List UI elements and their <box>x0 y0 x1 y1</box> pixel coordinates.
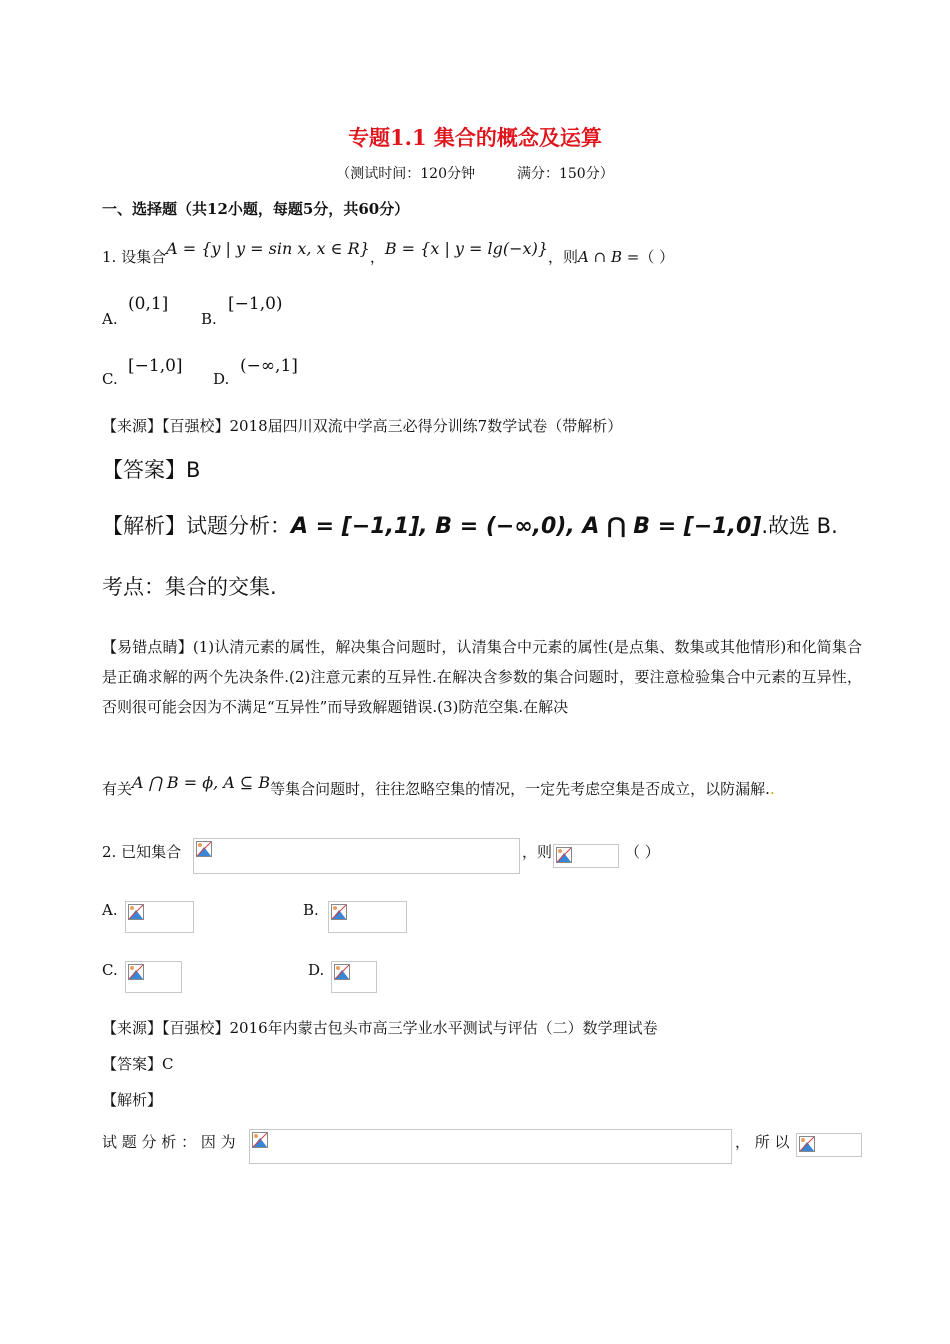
q2-option-a-image <box>125 901 194 933</box>
q1-set-b: B = {x | y = lg(−x)} <box>384 239 548 258</box>
q1-tip-dot: . <box>769 780 775 798</box>
q1-option-a-value: (0,1] <box>128 294 169 314</box>
broken-image-icon <box>331 904 347 920</box>
broken-image-icon <box>799 1136 815 1152</box>
broken-image-icon <box>196 841 212 857</box>
page-title: 专题1.1 集合的概念及运算 <box>348 125 602 150</box>
q1-expr: A ∩ B = <box>578 248 640 266</box>
q2-option-b-image <box>328 901 407 933</box>
q1-analysis-end: .故选 B. <box>761 514 838 538</box>
q1-then: ，则 <box>548 248 579 266</box>
broken-image-icon <box>128 904 144 920</box>
q1-option-b-label: B. <box>201 310 217 328</box>
q1-option-b-value: [−1,0) <box>228 294 283 314</box>
q1-tip-prefix: 有关 <box>102 780 133 798</box>
q2-answer: 【答案】C <box>102 1055 174 1073</box>
q1-set-a: A = {y | y = sin x, x ∈ R} <box>166 239 370 258</box>
q2-analysis-so: ， 所 以 <box>735 1133 790 1151</box>
q1-analysis-math: A = [−1,1], B = (−∞,0), A ⋂ B = [−1,0] <box>291 514 762 539</box>
q1-tip-suffix: 等集合问题时，往往忽略空集的情况，一定先考虑空集是否成立，以防漏解. <box>270 780 770 798</box>
q1-tip-line4 <box>102 773 775 799</box>
q2-prefix: 2. 已知集合 <box>102 843 182 861</box>
q1-analysis <box>102 510 838 540</box>
q1-prefix: 1. 设集合 <box>102 248 167 266</box>
q2-option-d-label: D. <box>308 961 325 979</box>
q2-analysis-label: 【解析】 <box>102 1091 163 1109</box>
broken-image-because <box>249 1129 732 1164</box>
q2-then: ，则 <box>522 843 553 861</box>
q1-stem <box>102 239 675 267</box>
q1-analysis-label: 【解析】试题分析： <box>102 514 291 538</box>
q1-paren: （ ） <box>639 248 675 266</box>
q1-option-c-label: C. <box>102 370 118 388</box>
q1-option-d-label: D. <box>213 370 230 388</box>
q2-option-d-image <box>331 961 377 993</box>
q1-tip-math: A ⋂ B = ϕ, A ⊆ B <box>132 773 271 792</box>
q2-option-a-label: A. <box>102 901 118 919</box>
q2-analysis-text: 试 题 分 析 ： 因 为 <box>102 1133 236 1151</box>
q1-kaodian: 考点：集合的交集. <box>102 575 277 599</box>
q1-option-a-label: A. <box>102 310 118 328</box>
broken-image-icon <box>252 1132 268 1148</box>
q2-source: 【来源】【百强校】2016年内蒙古包头市高三学业水平测试与评估（二）数学理试卷 <box>102 1019 658 1037</box>
section-heading: 一、选择题（共12小题，每题5分，共60分） <box>102 200 410 218</box>
q1-answer: 【答案】B <box>102 458 201 482</box>
q1-option-c-value: [−1,0] <box>128 356 183 376</box>
q2-option-b-label: B. <box>303 901 319 919</box>
broken-image-icon <box>128 964 144 980</box>
broken-image-therefore <box>796 1133 862 1157</box>
q1-source: 【来源】【百强校】2018届四川双流中学高三必得分训练7数学试卷（带解析） <box>102 417 623 435</box>
q1-comma: ， <box>369 248 385 266</box>
q2-paren: （ ） <box>625 843 660 861</box>
broken-image-icon <box>334 964 350 980</box>
broken-image-expr <box>553 844 619 868</box>
broken-image-set <box>193 838 520 874</box>
q2-option-c-image <box>125 961 182 993</box>
q1-option-d-value: (−∞,1] <box>240 356 298 376</box>
broken-image-icon <box>556 847 572 863</box>
test-info: （测试时间：120分钟 满分：150分） <box>336 166 614 182</box>
q1-tip: 【易错点睛】(1)认清元素的属性，解决集合问题时，认清集合中元素的属性(是点集、数集或其他情形)和化简集合是正确求解的两个先决条件.(2)注意元素的互异性.在解决含参数的集合问题时，要注意检验集合中元素的互异性，否则很可能会因为不满足“互异性”而导致解题错误.(3)防范空集.在解决 <box>102 638 862 716</box>
q2-option-c-label: C. <box>102 961 118 979</box>
